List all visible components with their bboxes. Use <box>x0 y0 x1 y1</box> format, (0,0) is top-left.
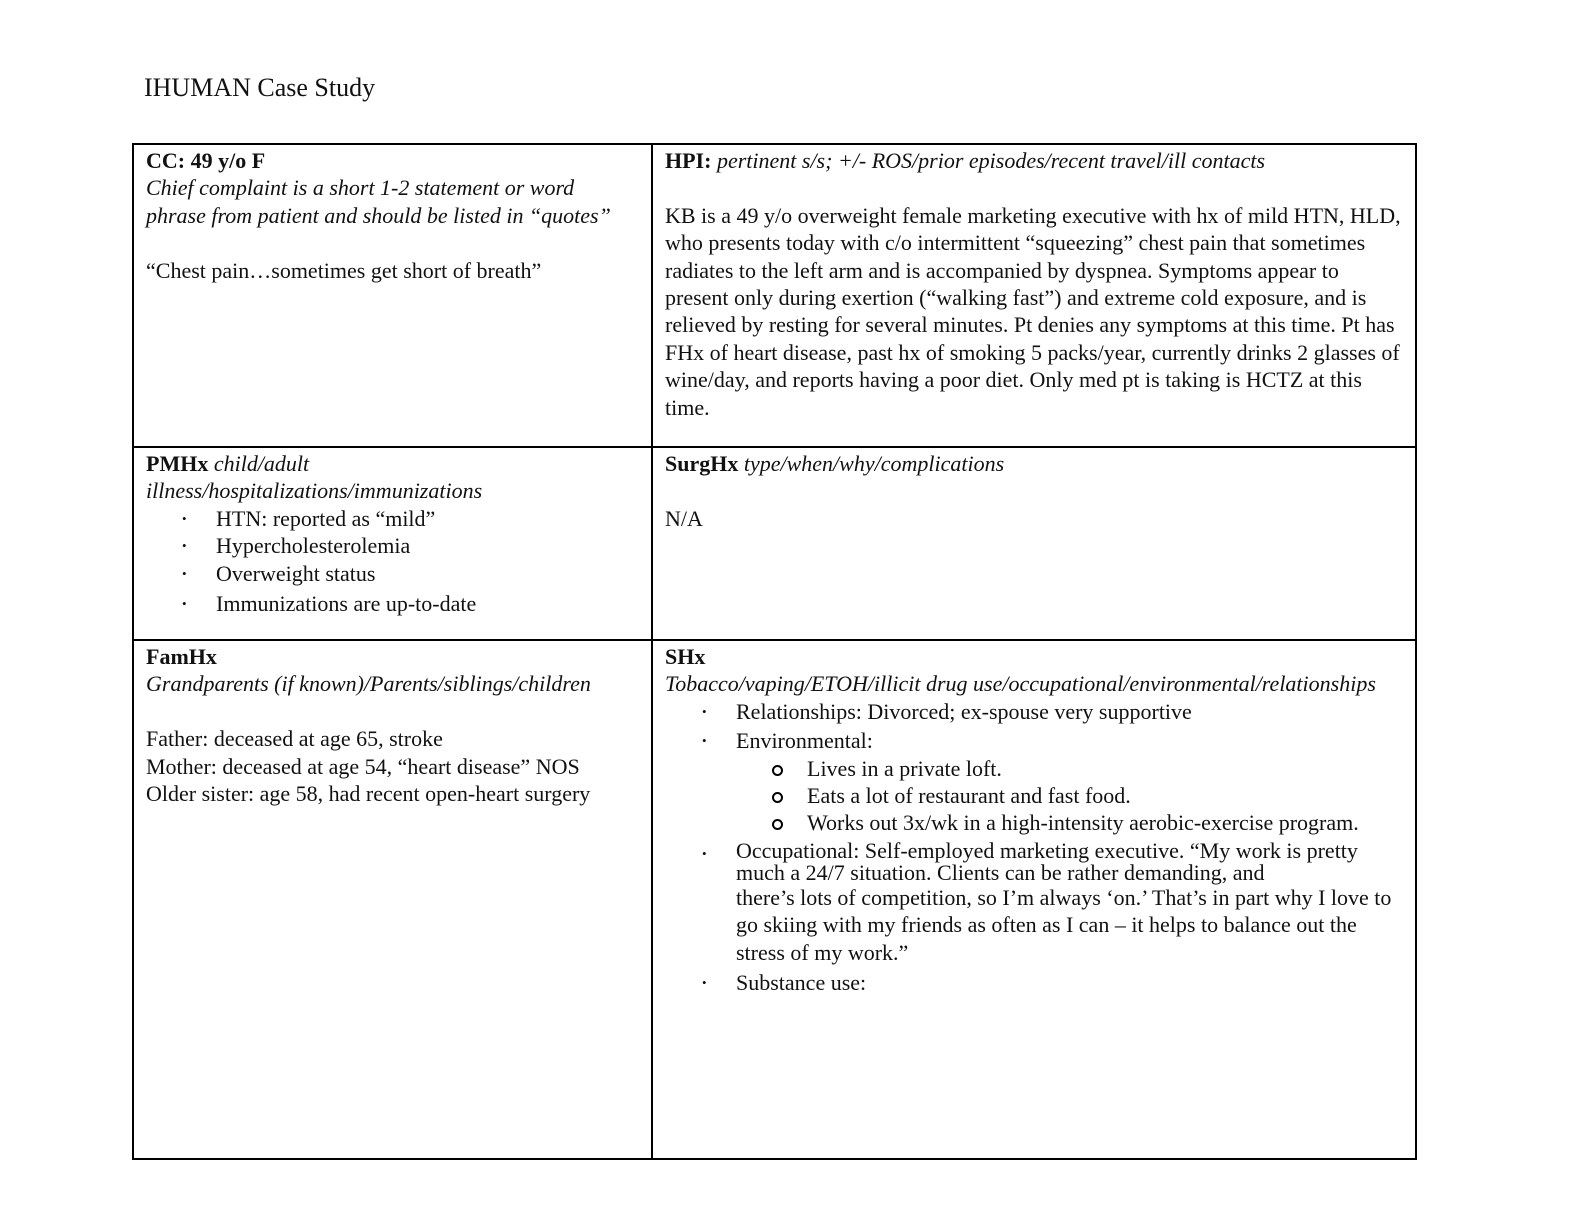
list-item: • Substance use: <box>665 969 1405 996</box>
famhx-line: Older sister: age 58, had recent open-heart surgery <box>146 781 591 807</box>
environmental-list <box>736 755 1405 837</box>
shx-cell <box>653 641 1417 996</box>
famhx-line: Father: deceased at age 65, stroke <box>146 726 443 752</box>
list-item: • Immunizations are up-to-date <box>146 590 639 617</box>
list-item: Eats a lot of restaurant and fast food. <box>736 782 1405 809</box>
cc-instruction: Chief complaint is a short 1-2 statement or word phrase from patient and should be listed in “quotes” <box>146 175 611 228</box>
surghx-value: N/A <box>665 505 703 531</box>
list-item: • HTN: reported as “mild” <box>146 505 639 532</box>
shx-heading: SHx <box>665 644 706 669</box>
hpi-instruction: pertinent s/s; +/- ROS/prior episodes/recent travel/ill contacts <box>716 148 1266 173</box>
shx-list <box>665 698 1405 997</box>
famhx-cell <box>134 641 651 807</box>
famhx-instruction: Grandparents (if known)/Parents/siblings/children <box>146 671 591 697</box>
hpi-heading: HPI: <box>665 148 712 173</box>
list-item: Works out 3x/wk in a high-intensity aerobic-exercise program. <box>736 809 1405 836</box>
list-item: Lives in a private loft. <box>736 755 1405 782</box>
case-study-table <box>132 143 1417 1160</box>
environmental-label: Environmental: <box>736 728 873 754</box>
pmhx-heading: PMHx <box>146 451 209 476</box>
surghx-cell <box>653 448 1417 532</box>
list-item: • Relationships: Divorced; ex-spouse very supportive <box>665 698 1405 725</box>
list-item <box>665 837 1405 966</box>
surghx-heading: SurgHx <box>665 451 739 476</box>
occupational-text-b: there’s lots of competition, so I’m always ‘on.’ That’s in part why I love to go skiing with my friends as often as I can – it helps to balance out the stress of my work.” <box>736 884 1392 965</box>
cc-quote: “Chest pain…sometimes get short of breath” <box>146 257 542 283</box>
cc-cell <box>134 145 651 284</box>
pmhx-list <box>146 505 639 618</box>
hpi-cell <box>653 145 1417 421</box>
list-item: • Hypercholesterolemia <box>146 532 639 559</box>
famhx-line: Mother: deceased at age 54, “heart disease” NOS <box>146 753 580 779</box>
list-item: • Overweight status <box>146 560 639 587</box>
pmhx-instruction: child/adult illness/hospitalizations/immunizations <box>146 451 483 504</box>
famhx-heading: FamHx <box>146 644 217 669</box>
occupational-text-a: • Occupational: Self-employed marketing executive. “My work is pretty much a 24/7 situation. Clients can be rather demanding, and <box>736 837 1358 885</box>
hpi-narrative: KB is a 49 y/o overweight female marketing executive with hx of mild HTN, HLD, who presents today with c/o intermittent “squeezing” chest pain that sometimes radiates to the left arm and is accompanied by dyspnea. Symptoms appear to present only during exertion (“walking fast”) and extreme cold exposure, and is relieved by resting for several minutes. Pt denies any symptoms at this time. Pt has FHx of heart disease, past hx of smoking 5 packs/year, currently drinks 2 glasses of wine/day, and reports having a poor diet. Only med pt is taking is HCTZ at this time. <box>665 202 1401 420</box>
document-title: IHUMAN Case Study <box>144 73 376 102</box>
cc-heading: CC: 49 y/o F <box>146 148 266 173</box>
list-item <box>665 727 1405 837</box>
pmhx-cell <box>134 448 651 617</box>
shx-instruction: Tobacco/vaping/ETOH/illicit drug use/occupational/environmental/relationships <box>665 671 1376 697</box>
surghx-instruction: type/when/why/complications <box>743 451 1005 476</box>
